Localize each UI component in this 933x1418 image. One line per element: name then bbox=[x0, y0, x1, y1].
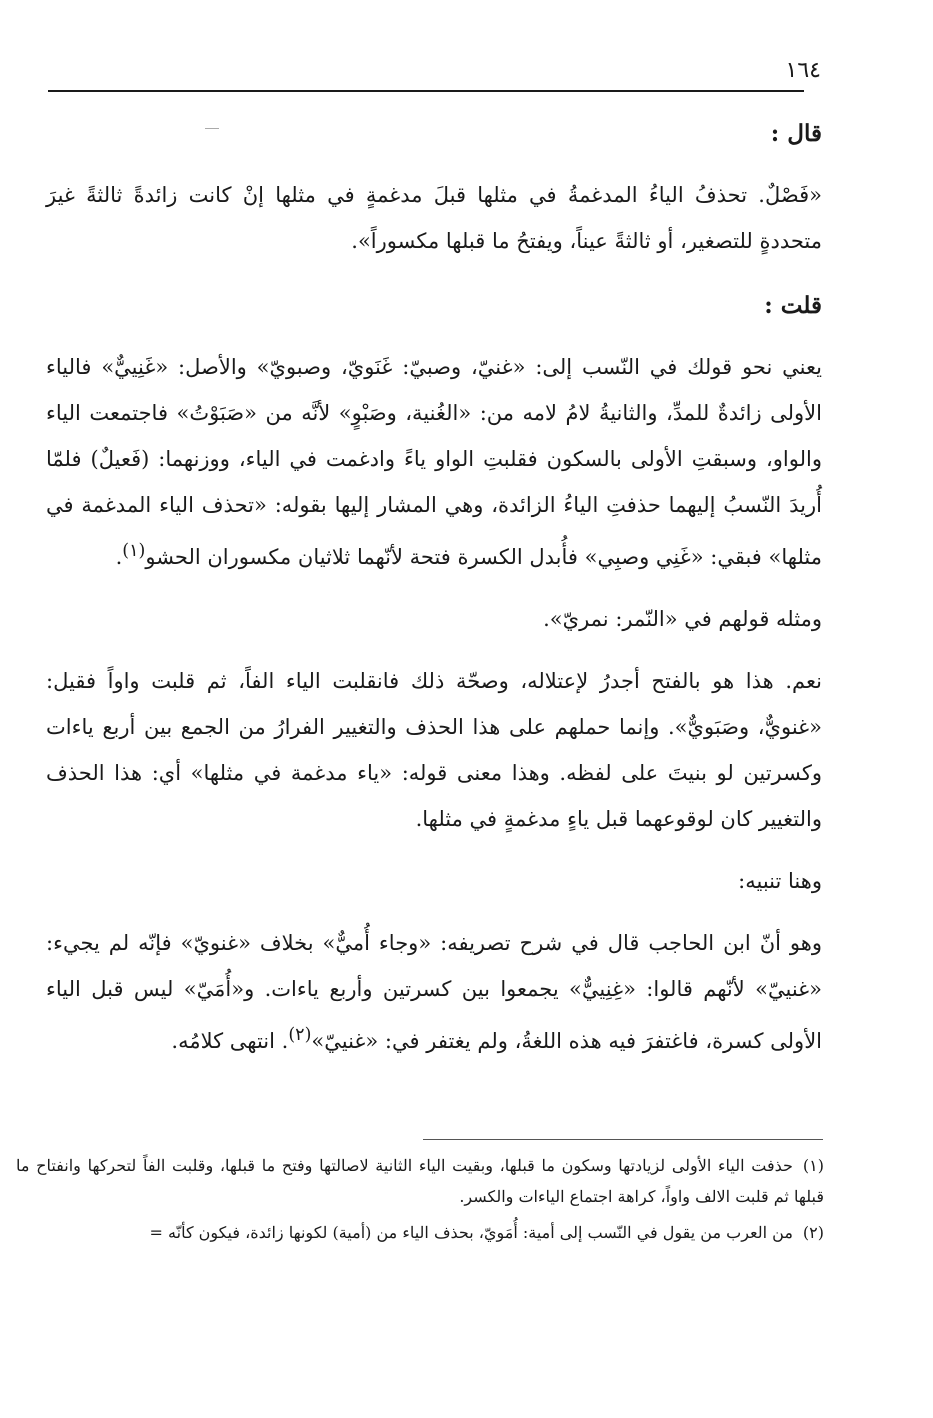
heading-tanbih: وهنا تنبيه: bbox=[738, 869, 822, 893]
main-text bbox=[46, 112, 822, 1064]
commentary-paragraph-1-end: . bbox=[115, 545, 123, 569]
page-number: ١٦٤ bbox=[785, 58, 821, 83]
footnote-2-text: من العرب من يقول في النّسب إلى أمية: أُمَويّ، بحذف الياء من (أمية) لكونها زائدة، فيكون كأنّه = bbox=[149, 1223, 793, 1242]
commentary-paragraph-1-text: يعني نحو قولك في النّسب إلى: «غنيّ، وصبيّ: غَنَويّ، وصبويّ» والأصل: «غَنِييٌّ» فالياء الأولى زائدةٌ للمدِّ، والثانيةُ لامُ لامه من: «الغُنية، وصَبْوٍ» لأنَّه من «صَبَوْتُ» فاجتمعت الياء والواو، وسبقتِ الأولى بالسكون فقلبتِ الواو ياءً وادغمت في الياء، ووزنهما: (فَعيلٌ) فلمّا أُريدَ النّسبُ إليهما حذفتِ الياءُ الزائدة، وهي المشار إليها بقوله: «تحذف الياء المدغمة في مثلها» فبقي: «غَنِي وصبِي» فأُبدل الكسرة فتحة لأنّهما ثلاثيان مكسوران الحشو bbox=[46, 355, 822, 569]
commentary-paragraph-1 bbox=[46, 344, 822, 580]
footnotes bbox=[16, 1150, 824, 1253]
footnote-1-number: (١) bbox=[802, 1156, 825, 1175]
footnote-ref-1: (١) bbox=[122, 541, 146, 561]
footnote-2 bbox=[16, 1217, 824, 1248]
quoted-rule-paragraph: «فَصْلٌ. تحذفُ الياءُ المدغمةُ في مثلها قبلَ مدغمةٍ في مثلها إنْ كانت زائدةً ثالثةً غيرَ متحددةٍ للتصغير، أو ثالثةً عيناً، ويفتحُ ما قبلها مكسوراً». bbox=[46, 183, 822, 253]
commentary-paragraph-2: ومثله قولهم في «النّمر: نمريّ». bbox=[543, 607, 822, 631]
footnote-2-number: (٢) bbox=[802, 1223, 824, 1242]
heading-qultu: قلت : bbox=[764, 292, 822, 319]
footnote-1 bbox=[16, 1150, 824, 1212]
footnote-rule bbox=[423, 1139, 823, 1140]
footnote-1-text: حذفت الياء الأولى لزيادتها وسكون ما قبلها، وبقيت الياء الثانية لاصالتها وفتح ما قبلها، وقلبت الفاً لتحركها وانفتاح ما قبلها ثم قلبت الالف واواً، كراهة اجتماع الياءات والكسر. bbox=[16, 1156, 824, 1206]
commentary-paragraph-4 bbox=[46, 920, 822, 1064]
commentary-paragraph-4-end: . انتهى كلامُه. bbox=[171, 1029, 289, 1053]
heading-qala: قال : bbox=[770, 120, 822, 147]
header-rule bbox=[48, 90, 804, 92]
footnote-ref-2: (٢) bbox=[288, 1025, 312, 1045]
commentary-paragraph-3: نعم. هذا هو بالفتح أجدرُ لإعتلاله، وصحّة ذلك فانقلبت الياء الفاً، ثم قلبت واواً فقيل: «غنويٌّ، وصَبَويٌّ». وإنما حملهم على هذا الحذف والتغيير الفرارُ من الجمع بين أربع ياءات وكسرتين لو بنيتَ على لفظه. وهذا معنى قوله: «ياء مدغمة في مثلها» أي: هذا الحذف والتغيير كان لوقوعهما قبل ياءٍ مدغمةٍ في مثلها. bbox=[46, 669, 822, 831]
commentary-paragraph-4-text: وهو أنّ ابن الحاجب قال في شرح تصريفه: «وجاء أُميٌّ» بخلاف «غنويّ» فإنّه لم يجيء: «غنييّ» لأنّهم قالوا: «غِنِييٌّ» يجمعوا بين كسرتين وأربع ياءات. و«أُمَيّ» ليس قبل الياء الأولى كسرة، فاغتفرَ فيه هذه اللغةُ، ولم يغتفر في: «غنييّ» bbox=[46, 931, 822, 1053]
